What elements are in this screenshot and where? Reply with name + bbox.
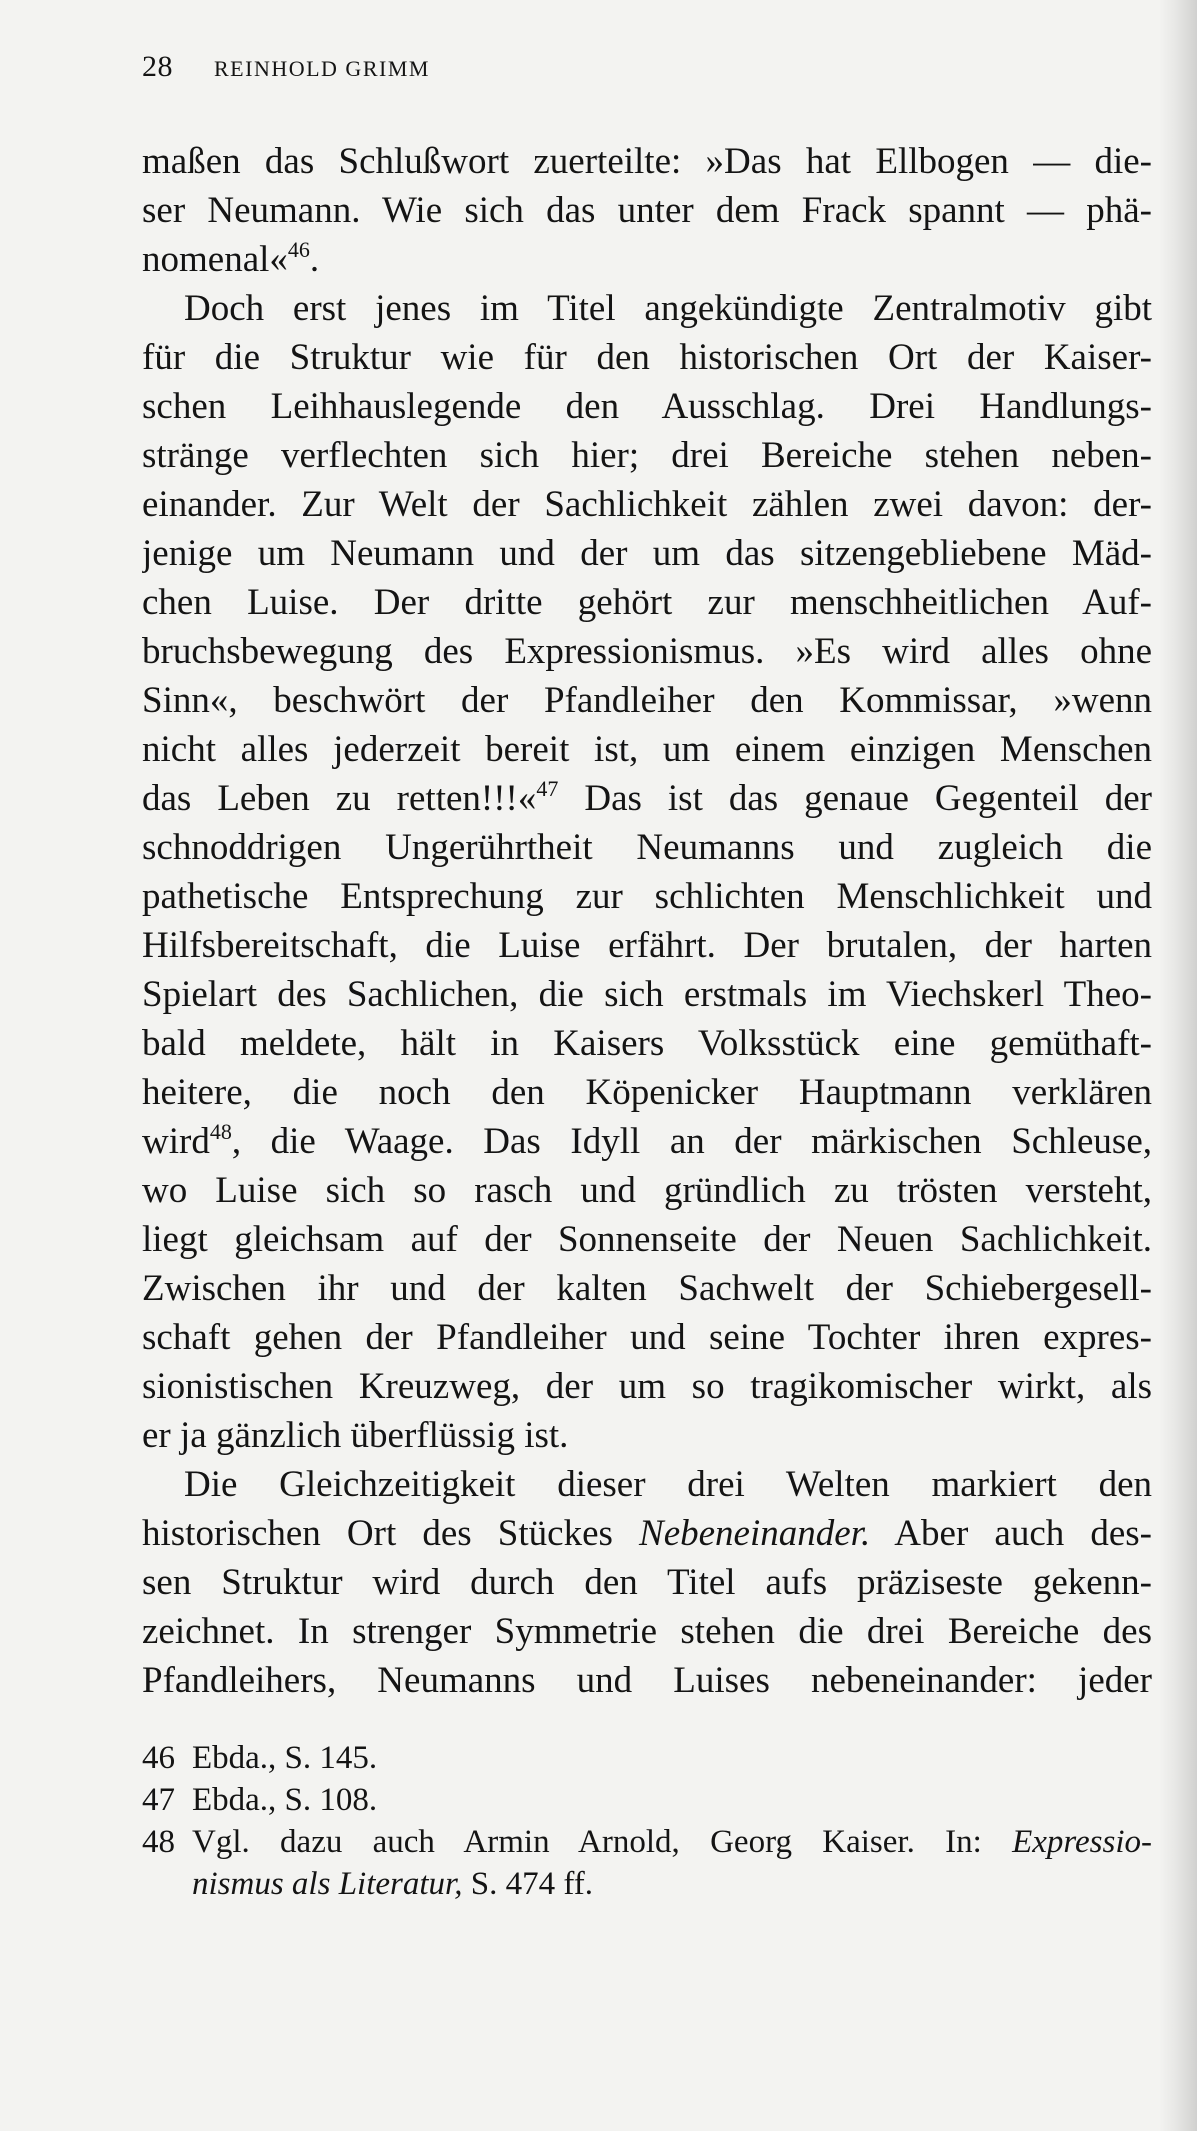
- text-line: Spielart des Sachlichen, die sich erstmals im Viechskerl Theo-: [142, 974, 1152, 1015]
- footnote: [142, 1737, 1152, 1779]
- text-line: schen Leihhauslegende den Ausschlag. Drei Handlungs-: [142, 386, 1152, 427]
- footnote-text: Vgl. dazu auch Armin Arnold, Georg Kaiser. In: Expressio-: [192, 1824, 1152, 1860]
- running-head: REINHOLD GRIMM: [214, 56, 430, 81]
- text-line: chen Luise. Der dritte gehört zur menschheitlichen Auf-: [142, 582, 1152, 623]
- text-line: für die Struktur wie für den historischen Ort der Kaiser-: [142, 337, 1152, 378]
- footnotes: [142, 1737, 1152, 1905]
- text-line: heitere, die noch den Köpenicker Hauptmann verklären: [142, 1072, 1152, 1113]
- text-line: stränge verflechten sich hier; drei Bereiche stehen neben-: [142, 435, 1152, 476]
- text-line: wird$^{48}$, die Waage. Das Idyll an der märkischen Schleuse,: [142, 1119, 1152, 1162]
- text-line: das Leben zu retten!!!«$^{47}$ Das ist das genaue Gegenteil der: [142, 776, 1152, 819]
- footnote-ref: 46: [287, 237, 310, 262]
- text-line: pathetische Entsprechung zur schlichten Menschlichkeit und: [142, 876, 1152, 917]
- body-text: [142, 137, 1152, 1705]
- text-line: wo Luise sich so rasch und gründlich zu trösten versteht,: [142, 1170, 1152, 1211]
- footnote-continuation: [142, 1863, 1152, 1905]
- text-line: sen Struktur wird durch den Titel aufs präziseste gekenn-: [142, 1562, 1152, 1603]
- footnote-ref: 48: [209, 1119, 232, 1144]
- footnote-number: 46: [142, 1740, 175, 1776]
- text-line: Sinn«, beschwört der Pfandleiher den Kommissar, »wenn: [142, 680, 1152, 721]
- text-line: Doch erst jenes im Titel angekündigte Zentralmotiv gibt: [184, 288, 1152, 329]
- text-line: er ja gänzlich überflüssig ist.: [142, 1415, 569, 1456]
- text-line: Hilfsbereitschaft, die Luise erfährt. Der brutalen, der harten: [142, 925, 1152, 966]
- italic-title: Nebeneinander.: [639, 1513, 871, 1554]
- text-line: Zwischen ihr und der kalten Sachwelt der Schiebergesell-: [142, 1268, 1152, 1309]
- footnote-text: Ebda., S. 108.: [192, 1782, 378, 1818]
- footnote-ref: 47: [536, 776, 559, 801]
- text-line: historischen Ort des Stückes Nebeneinander. Aber auch des-: [142, 1513, 1152, 1554]
- footnote-text: nismus als Literatur, S. 474 ff.: [192, 1866, 593, 1902]
- page-shadow: [1159, 0, 1197, 2131]
- footnote: [142, 1821, 1152, 1863]
- text-line: schaft gehen der Pfandleiher und seine Tochter ihren expres-: [142, 1317, 1152, 1358]
- footnote-text: Ebda., S. 145.: [192, 1740, 378, 1776]
- page-number: 28: [142, 50, 173, 83]
- text-line: schnoddrigen Ungerührtheit Neumanns und zugleich die: [142, 827, 1152, 868]
- text-line: bruchsbewegung des Expressionismus. »Es wird alles ohne: [142, 631, 1152, 672]
- text-line: jenige um Neumann und der um das sitzengebliebene Mäd-: [142, 533, 1152, 574]
- text-line: nicht alles jederzeit bereit ist, um einem einzigen Menschen: [142, 729, 1152, 770]
- text-line: maßen das Schlußwort zuerteilte: »Das hat Ellbogen — die-: [142, 141, 1152, 182]
- footnote: [142, 1779, 1152, 1821]
- text-line: Die Gleichzeitigkeit dieser drei Welten markiert den: [184, 1464, 1152, 1505]
- text-line: ser Neumann. Wie sich das unter dem Frack spannt — phä-: [142, 190, 1152, 231]
- footnote-number: 48: [142, 1824, 175, 1860]
- text-line: nomenal«$^{46}$.: [142, 237, 320, 280]
- text-line: zeichnet. In strenger Symmetrie stehen die drei Bereiche des: [142, 1611, 1152, 1652]
- text-line: sionistischen Kreuzweg, der um so tragikomischer wirkt, als: [142, 1366, 1152, 1407]
- text-line: bald meldete, hält in Kaisers Volksstück eine gemüthaft-: [142, 1023, 1152, 1064]
- text-line: liegt gleichsam auf der Sonnenseite der Neuen Sachlichkeit.: [142, 1219, 1152, 1260]
- text-line: einander. Zur Welt der Sachlichkeit zählen zwei davon: der-: [142, 484, 1152, 525]
- page-header: [142, 50, 430, 84]
- footnote-number: 47: [142, 1782, 175, 1818]
- text-line: Pfandleihers, Neumanns und Luises nebeneinander: jeder: [142, 1660, 1152, 1701]
